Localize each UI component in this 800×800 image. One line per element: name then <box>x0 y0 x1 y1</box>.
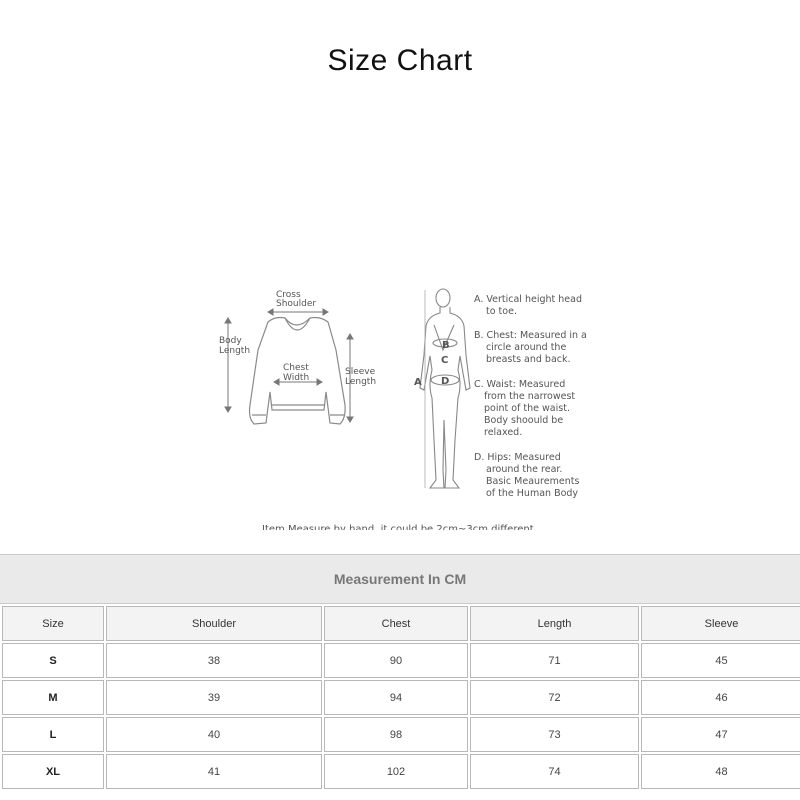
label-chest-width-2: Width <box>283 373 310 383</box>
note-c-line4: Body shoould be <box>484 415 564 426</box>
table-cell: 94 <box>324 680 468 715</box>
label-chest-width-1: Chest <box>283 363 309 373</box>
table-cell: 39 <box>106 680 322 715</box>
size-table-section <box>0 554 800 791</box>
note-c-line3: point of the waist. <box>484 403 570 414</box>
table-cell: 40 <box>106 717 322 752</box>
table-cell: 102 <box>324 754 468 789</box>
human-figure-illustration <box>420 289 470 488</box>
note-d-line3: Basic Meaurements <box>486 476 580 487</box>
measurement-notes <box>474 294 587 499</box>
size-table <box>0 604 800 791</box>
note-d-line4: of the Human Body <box>486 488 579 499</box>
marker-d: D <box>441 376 450 387</box>
label-cross-shoulder-1: Cross <box>276 290 301 300</box>
header-cell: Sleeve <box>641 606 800 641</box>
table-header-row <box>2 606 800 641</box>
measurement-diagram <box>0 280 800 530</box>
header-cell: Shoulder <box>106 606 322 641</box>
size-cell: XL <box>2 754 104 789</box>
marker-b: B <box>442 340 450 351</box>
table-row <box>2 680 800 715</box>
label-body-length-2: Length <box>219 346 251 356</box>
note-c-line5: relaxed. <box>484 427 523 438</box>
table-cell: 90 <box>324 643 468 678</box>
table-row <box>2 643 800 678</box>
label-sleeve-length-2: Length <box>345 377 377 387</box>
table-cell: 47 <box>641 717 800 752</box>
note-c-line2: from the narrowest <box>484 391 576 402</box>
table-cell: 46 <box>641 680 800 715</box>
table-cell: 72 <box>470 680 639 715</box>
table-caption: Measurement In CM <box>0 554 800 604</box>
diagram-svg <box>0 280 800 530</box>
note-a-line2: to toe. <box>486 306 517 317</box>
note-b-line1: B. Chest: Measured in a <box>474 330 587 341</box>
page-title: Size Chart <box>327 44 473 77</box>
note-b-line2: circle around the <box>486 342 567 353</box>
table-cell: 45 <box>641 643 800 678</box>
table-cell: 73 <box>470 717 639 752</box>
note-c-line1: C. Waist: Measured <box>474 379 566 390</box>
table-cell: 74 <box>470 754 639 789</box>
note-a-line1: A. Vertical height head <box>474 294 582 305</box>
disclaimer-text: Item Measure by hand, it could be 2cm~3cm different. <box>262 524 537 530</box>
header-cell: Size <box>2 606 104 641</box>
note-d-line2: around the rear. <box>486 464 563 475</box>
label-sleeve-length-1: Sleeve <box>345 367 376 377</box>
table-cell: 41 <box>106 754 322 789</box>
note-d-line1: D. Hips: Measured <box>474 452 561 463</box>
marker-a: A <box>414 377 422 388</box>
note-b-line3: breasts and back. <box>486 354 571 365</box>
marker-c: C <box>441 355 449 366</box>
table-row <box>2 754 800 789</box>
table-cell: 98 <box>324 717 468 752</box>
label-body-length-1: Body <box>219 336 242 346</box>
table-cell: 71 <box>470 643 639 678</box>
label-cross-shoulder-2: Shoulder <box>276 299 317 309</box>
table-row <box>2 717 800 752</box>
header-cell: Length <box>470 606 639 641</box>
table-cell: 38 <box>106 643 322 678</box>
size-cell: M <box>2 680 104 715</box>
header-cell: Chest <box>324 606 468 641</box>
size-cell: S <box>2 643 104 678</box>
size-cell: L <box>2 717 104 752</box>
table-cell: 48 <box>641 754 800 789</box>
